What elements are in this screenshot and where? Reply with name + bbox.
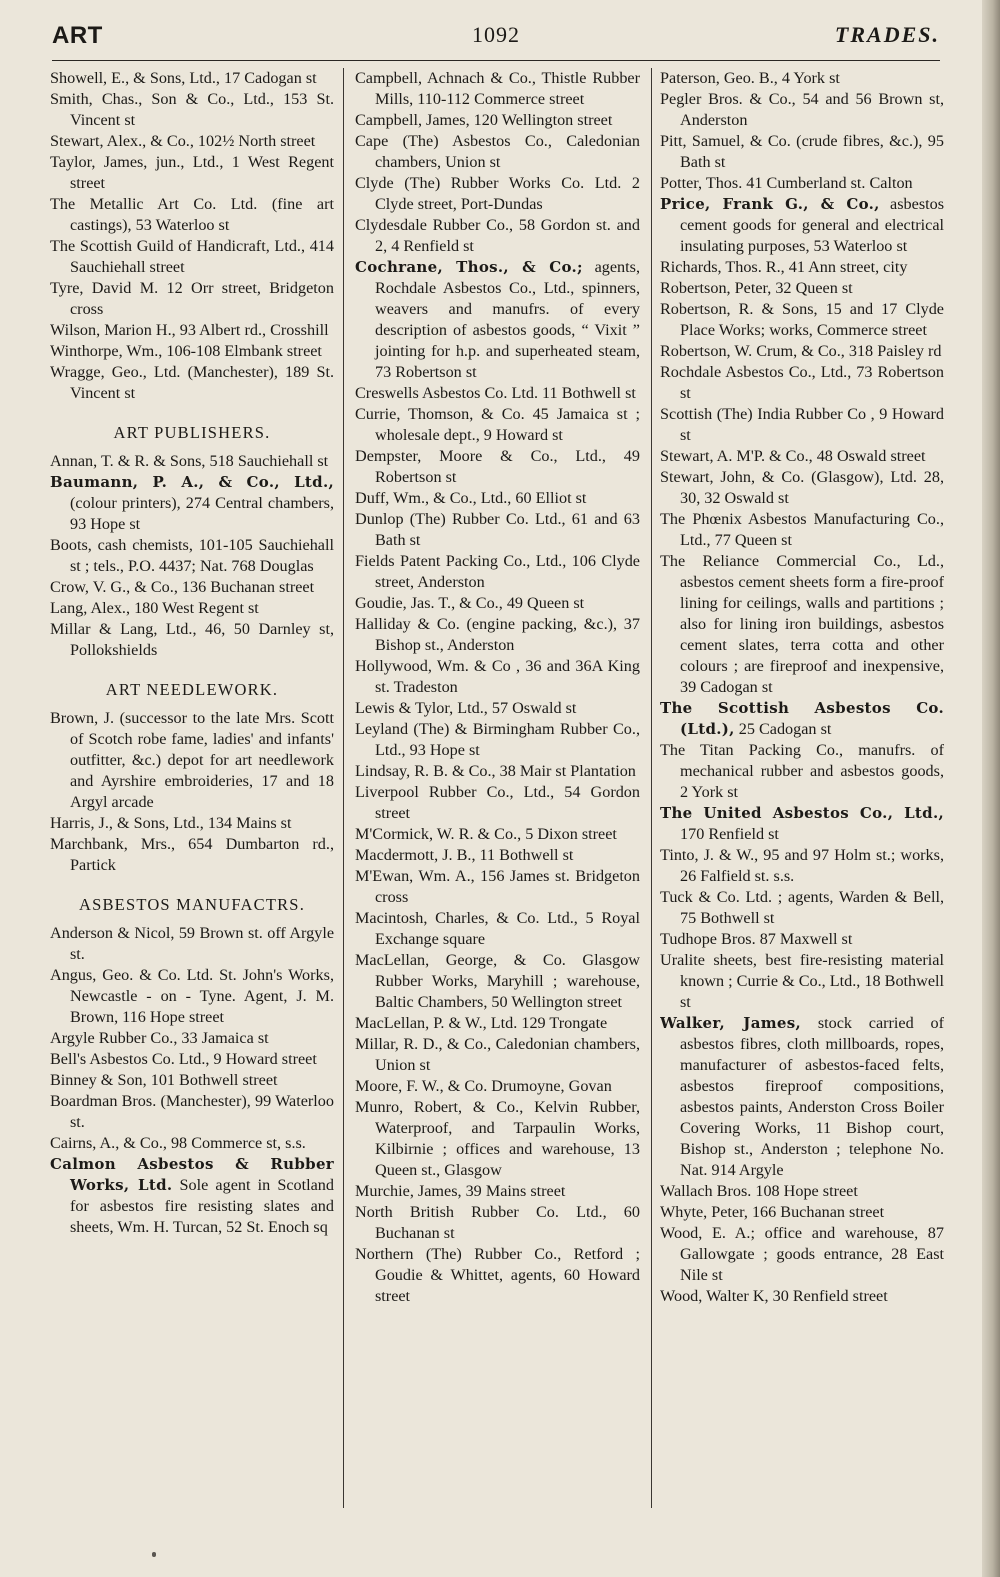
directory-entry [660,341,944,362]
directory-entry [660,950,944,1013]
directory-entry [660,446,944,467]
header-rule [52,60,940,61]
directory-entry [50,152,334,194]
entry-text: Campbell, James, 120 Wellington street [355,111,613,129]
section-heading: ART NEEDLEWORK. [105,680,279,699]
entry-text: MacLellan, George, & Co. Glasgow Rubber Works, Maryhill ; warehouse, Baltic Chambers, 50 Wellington street [355,951,640,1011]
directory-entry [660,404,944,446]
entry-text: Smith, Chas., Son & Co., Ltd., 153 St. Vincent st [50,90,334,129]
directory-entry [50,1070,334,1091]
directory-entry [355,1202,640,1244]
directory-entry [660,89,944,131]
entry-text: Campbell, Achnach & Co., Thistle Rubber Mills, 110-112 Commerce street [355,69,640,108]
directory-entry [50,278,334,320]
section-title: ART [52,22,103,49]
page-header [52,22,940,56]
entry-text: Liverpool Rubber Co., Ltd., 54 Gordon street [355,783,640,822]
entry-text: Bell's Asbestos Co. Ltd., 9 Howard street [50,1050,317,1068]
directory-entry [50,577,334,598]
entry-text: Murchie, James, 39 Mains street [355,1182,566,1200]
directory-entry [355,215,640,257]
directory-entry [355,1244,640,1307]
directory-entry [660,299,944,341]
entry-text: agents, Rochdale Asbestos Co., Ltd., spinners, weavers and manufrs. of every description of asbestos goods, “ Vixit ” jointing for h.p. and superheated steam, 73 Robertson st [375,258,640,381]
directory-entry [355,1076,640,1097]
entry-text: Angus, Geo. & Co. Ltd. St. John's Works, Newcastle - on - Tyne. Agent, J. M. Brown, 116 Hope street [50,966,334,1026]
directory-entry [50,535,334,577]
entry-text: The Titan Packing Co., manufrs. of mechanical rubber and asbestos goods, 2 York st [660,741,944,801]
entry-text: Uralite sheets, best fire-resisting material known ; Currie & Co., Ltd., 18 Bothwell st [660,951,944,1011]
entry-text: Duff, Wm., & Co., Ltd., 60 Elliot st [355,489,587,507]
entry-text: Robertson, W. Crum, & Co., 318 Paisley rd [660,342,942,360]
directory-entry [355,131,640,173]
directory-entry [50,1049,334,1070]
entry-text: M'Ewan, Wm. A., 156 James st. Bridgeton cross [355,867,640,906]
directory-entry [355,866,640,908]
entry-text: Crow, V. G., & Co., 136 Buchanan street [50,578,315,596]
entry-text: Tyre, David M. 12 Orr street, Bridgeton cross [50,279,334,318]
entry-text: M'Cormick, W. R. & Co., 5 Dixon street [355,825,617,843]
directory-entry [660,68,944,89]
directory-entry [355,488,640,509]
directory-entry [660,509,944,551]
directory-entry [50,813,334,834]
entry-text: Wragge, Geo., Ltd. (Manchester), 189 St. Vincent st [50,363,334,402]
directory-entry [355,509,640,551]
entry-text: Lang, Alex., 180 West Regent st [50,599,259,617]
directory-entry [50,1028,334,1049]
directory-entry [355,782,640,824]
column-2 [355,68,640,1518]
directory-entry [660,257,944,278]
entry-text: Halliday & Co. (engine packing, &c.), 37 Bishop st., Anderston [355,615,640,654]
entry-text: The Scottish Guild of Handicraft, Ltd., 414 Sauchiehall street [50,237,334,276]
directory-entry [660,887,944,929]
entry-text: Macdermott, J. B., 11 Bothwell st [355,846,574,864]
directory-entry [660,1202,944,1223]
directory-entry [50,341,334,362]
entry-firm-name: Price, Frank G., & Co., [660,195,880,213]
directory-entry [660,173,944,194]
entry-firm-name: The Scottish Asbestos Co. (Ltd.), [660,699,944,738]
print-speck [152,1552,156,1557]
entry-text: 25 Cadogan st [734,720,832,738]
directory-entry [50,236,334,278]
entry-text: asbestos cement goods for general and electrical insulating purposes, 53 Waterloo st [680,195,944,255]
entry-text: Boots, cash chemists, 101-105 Sauchiehall st ; tels., P.O. 4437; Nat. 768 Douglas [50,536,334,575]
entry-text: Binney & Son, 101 Bothwell street [50,1071,278,1089]
directory-entry [660,698,944,740]
entry-text: Pegler Bros. & Co., 54 and 56 Brown st, Anderston [660,90,944,129]
column-1 [50,68,334,1518]
entry-text: Goudie, Jas. T., & Co., 49 Queen st [355,594,585,612]
entry-text: (colour printers), 274 Central chambers, 93 Hope st [70,494,334,533]
entry-text: stock carried of asbestos fibres, cloth millboards, ropes, manufacturer of asbestos-faced felts, asbestos fireproof compositions, asbestos paints, Anderston Cross Boiler Covering Works, 11 Bishop court, Bishop st., Anderston ; telephone No. Nat. 914 Argyle [680,1014,944,1179]
entry-firm-name: Cochrane, Thos., & Co.; [355,258,583,276]
entry-text: Brown, J. (successor to the late Mrs. Scott of Scotch robe fame, ladies' and infants' outfitter, &c.) depot for art needlework and Ayrshire embroideries, 17 and 18 Argyl arcade [50,709,334,811]
directory-entry [355,257,640,383]
entry-text: Clyde (The) Rubber Works Co. Ltd. 2 Clyde street, Port-Dundas [355,174,640,213]
directory-entry [50,194,334,236]
directory-entry [355,110,640,131]
entry-text: Whyte, Peter, 166 Buchanan street [660,1203,885,1221]
directory-entry [355,68,640,110]
directory-entry [355,698,640,719]
directory-entry [355,761,640,782]
entry-text: Wood, E. A.; office and warehouse, 87 Gallowgate ; goods entrance, 28 East Nile st [660,1224,944,1284]
entry-text: Stewart, John, & Co. (Glasgow), Ltd. 28, 30, 32 Oswald st [660,468,944,507]
entry-text: Dempster, Moore & Co., Ltd., 49 Robertson st [355,447,640,486]
entry-text: Rochdale Asbestos Co., Ltd., 73 Robertson st [660,363,944,402]
directory-entry [355,404,640,446]
entry-text: MacLellan, P. & W., Ltd. 129 Trongate [355,1014,608,1032]
directory-entry [355,173,640,215]
directory-entry [660,740,944,803]
directory-entry [660,278,944,299]
entry-text: Anderson & Nicol, 59 Brown st. off Argyle st. [50,924,334,963]
entry-text: Lindsay, R. B. & Co., 38 Mair st Plantation [355,762,636,780]
directory-entry [50,923,334,965]
column-divider [651,68,652,1508]
directory-entry [50,619,334,661]
entry-text: 170 Renfield st [680,825,779,843]
section-heading: ART PUBLISHERS. [113,423,271,442]
directory-entry [50,1091,334,1133]
entry-text: Winthorpe, Wm., 106-108 Elmbank street [50,342,322,360]
directory-entry [50,89,334,131]
entry-text: Taylor, James, jun., Ltd., 1 West Regent street [50,153,334,192]
directory-entry [355,551,640,593]
entry-text: Macintosh, Charles, & Co. Ltd., 5 Royal Exchange square [355,909,640,948]
entry-text: Cape (The) Asbestos Co., Caledonian chambers, Union st [355,132,640,171]
directory-entry [355,1181,640,1202]
entry-text: Northern (The) Rubber Co., Retford ; Goudie & Whittet, agents, 60 Howard street [355,1245,640,1305]
entry-text: Paterson, Geo. B., 4 York st [660,69,840,87]
entry-text: Wallach Bros. 108 Hope street [660,1182,858,1200]
directory-entry [660,845,944,887]
directory-entry [50,362,334,404]
entry-text: The Metallic Art Co. Ltd. (fine art castings), 53 Waterloo st [50,195,334,234]
entry-text: Potter, Thos. 41 Cumberland st. Calton [660,174,913,192]
directory-entry [355,1097,640,1181]
entry-text: Munro, Robert, & Co., Kelvin Rubber, Waterproof, and Tarpaulin Works, Kilbirnie ; offices and warehouse, 13 Queen st., Glasgow [355,1098,640,1179]
category-title: TRADES. [834,22,940,47]
entry-text: Lewis & Tylor, Ltd., 57 Oswald st [355,699,577,717]
entry-text: Hollywood, Wm. & Co , 36 and 36A King st. Tradeston [355,657,640,696]
directory-entry [660,929,944,950]
directory-entry [355,383,640,404]
directory-entry [660,1181,944,1202]
directory-entry [355,908,640,950]
directory-entry [660,803,944,845]
entry-firm-name: Baumann, P. A., & Co., Ltd., [50,473,334,491]
directory-entry [355,614,640,656]
directory-entry [660,1223,944,1286]
entry-text: The Reliance Commercial Co., Ld., asbestos cement sheets form a fire-proof lining for ceilings, walls and partitions ; also for lining iron buildings, asbestos cement slates, terra cotta and other colours ; are fireproof and inexpensive, 39 Cadogan st [660,552,944,696]
entry-firm-name: Walker, James, [660,1014,802,1032]
directory-entry [660,362,944,404]
entry-text: Harris, J., & Sons, Ltd., 134 Mains st [50,814,292,832]
directory-entry [50,68,334,89]
entry-text: Wood, Walter K, 30 Renfield street [660,1287,888,1305]
directory-entry [50,472,334,535]
entry-text: North British Rubber Co. Ltd., 60 Buchanan st [355,1203,640,1242]
directory-entry [355,719,640,761]
directory-entry [355,1034,640,1076]
directory-entry [50,1154,334,1238]
entry-text: Clydesdale Rubber Co., 58 Gordon st. and 2, 4 Renfield st [355,216,640,255]
directory-entry [355,446,640,488]
section-heading: ASBESTOS MANUFACTRS. [78,895,306,914]
entry-text: Showell, E., & Sons, Ltd., 17 Cadogan st [50,69,317,87]
entry-text: Robertson, R. & Sons, 15 and 17 Clyde Place Works; works, Commerce street [660,300,944,339]
entry-text: Stewart, Alex., & Co., 102½ North street [50,132,316,150]
directory-entry [660,467,944,509]
directory-entry [660,1013,944,1181]
page-edge-shadow [982,0,1000,1577]
page-number: 1092 [472,22,520,47]
directory-entry [50,598,334,619]
entry-text: Marchbank, Mrs., 654 Dumbarton rd., Partick [50,835,334,874]
directory-entry [355,824,640,845]
directory-entry [355,845,640,866]
entry-text: Pitt, Samuel, & Co. (crude fibres, &c.), 95 Bath st [660,132,944,171]
entry-text: Tudhope Bros. 87 Maxwell st [660,930,853,948]
entry-firm-name: Calmon Asbestos & Rubber Works, Ltd. [50,1155,334,1194]
directory-entry [50,451,334,472]
directory-entry [660,1286,944,1307]
entry-text: Moore, F. W., & Co. Drumoyne, Govan [355,1077,612,1095]
entry-text: Millar, R. D., & Co., Caledonian chambers, Union st [355,1035,640,1074]
entry-text: Currie, Thomson, & Co. 45 Jamaica st ; wholesale dept., 9 Howard st [355,405,640,444]
directory-entry [50,1133,334,1154]
entry-text: The Phœnix Asbestos Manufacturing Co., Ltd., 77 Queen st [660,510,944,549]
entry-text: Tinto, J. & W., 95 and 97 Holm st.; works, 26 Falfield st. s.s. [660,846,944,885]
entry-text: Boardman Bros. (Manchester), 99 Waterloo st. [50,1092,334,1131]
directory-entry [355,593,640,614]
directory-entry [50,965,334,1028]
column-divider [343,68,344,1508]
directory-entry [50,834,334,876]
entry-text: Scottish (The) India Rubber Co , 9 Howard st [660,405,944,444]
entry-text: Robertson, Peter, 32 Queen st [660,279,853,297]
directory-entry [660,131,944,173]
entry-text: Tuck & Co. Ltd. ; agents, Warden & Bell, 75 Bothwell st [660,888,944,927]
directory-entry [50,320,334,341]
entry-text: Argyle Rubber Co., 33 Jamaica st [50,1029,269,1047]
entry-text: Wilson, Marion H., 93 Albert rd., Crosshill [50,321,329,339]
directory-entry [50,708,334,813]
directory-entry [660,194,944,257]
entry-text: Stewart, A. M'P. & Co., 48 Oswald street [660,447,926,465]
directory-entry [50,131,334,152]
entry-text: Annan, T. & R. & Sons, 518 Sauchiehall st [50,452,329,470]
directory-entry [660,551,944,698]
column-3 [660,68,944,1518]
entry-text: Fields Patent Packing Co., Ltd., 106 Clyde street, Anderston [355,552,640,591]
entry-text: Sole agent in Scotland for asbestos fire resisting slates and sheets, Wm. H. Turcan, 52 St. Enoch sq [70,1176,334,1236]
entry-text: Millar & Lang, Ltd., 46, 50 Darnley st, Pollokshields [50,620,334,659]
entry-text: Richards, Thos. R., 41 Ann street, city [660,258,908,276]
entry-text: Leyland (The) & Birmingham Rubber Co., Ltd., 93 Hope st [355,720,640,759]
directory-entry [355,950,640,1013]
entry-firm-name: The United Asbestos Co., Ltd., [660,804,944,822]
directory-entry [355,1013,640,1034]
entry-text: Dunlop (The) Rubber Co. Ltd., 61 and 63 Bath st [355,510,640,549]
directory-entry [355,656,640,698]
entry-text: Creswells Asbestos Co. Ltd. 11 Bothwell st [355,384,636,402]
entry-text: Cairns, A., & Co., 98 Commerce st, s.s. [50,1134,306,1152]
